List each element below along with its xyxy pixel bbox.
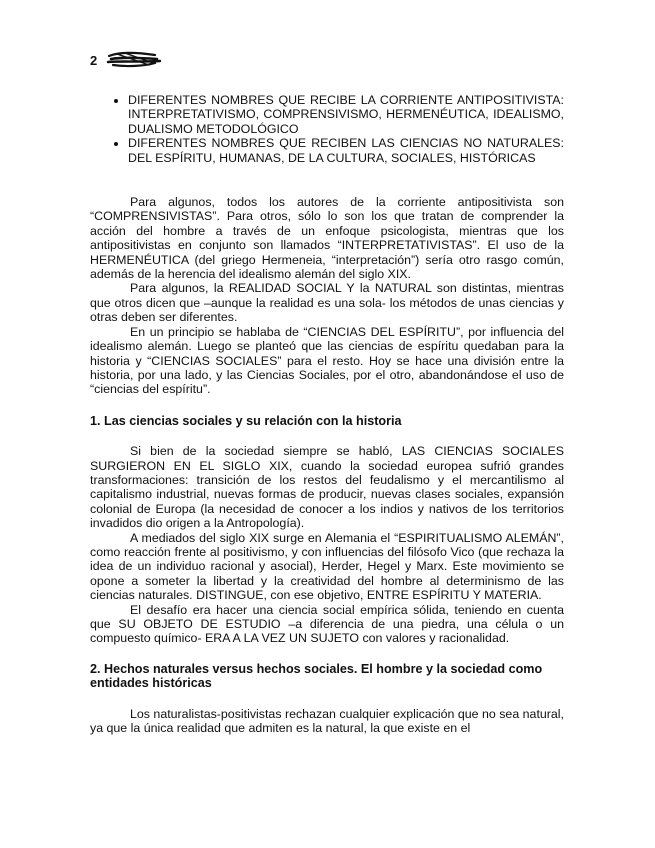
bullet-list — [90, 93, 564, 165]
paragraph: A mediados del siglo XIX surge en Alemania el “ESPIRITUALISMO ALEMÁN”, como reacción frente al positivismo, y con influencias del filósofo Vico (que rechaza la idea de un individuo racional y asocial), Herder, Hegel y Marx. Este movimiento se opone a someter la libertad y la creatividad del hombre al determinismo de las ciencias naturales. DISTINGUE, con ese objetivo, ENTRE ESPÍRITU Y MATERIA. — [90, 530, 564, 603]
paragraph: Los naturalistas-positivistas rechazan cualquier explicación que no sea natural, ya que la única realidad que admiten es la natural, la que existe en el — [90, 706, 564, 736]
paragraph: Si bien de la sociedad siempre se habló, LAS CIENCIAS SOCIALES SURGIERON EN EL SIGLO XIX, cuando la sociedad europea sufrió grandes transformaciones: transición de los restos del feudalismo y el mercantilismo al capitalismo industrial, nuevas formas de producir, nuevas clases sociales, expansión colonial de Europa (la necesidad de conocer a los indios y nativos de los territorios invadidos dio origen a la Antropología). — [90, 444, 564, 531]
paragraph: Para algunos, la REALIDAD SOCIAL Y la NATURAL son distintas, mientras que otros dicen que –aunque la realidad es una sola- los métodos de unas ciencias y otras deben ser diferentes. — [90, 281, 564, 325]
paragraph: En un principio se hablaba de “CIENCIAS DEL ESPÍRITU”, por influencia del idealismo alemán. Luego se planteó que las ciencias de espíritu quedaban para la historia y “CIENCIAS SOCIALES” para el resto. Hoy se hace una división entre la historia, por una lado, y las Ciencias Sociales, por el otro, abandonándose el uso de “ciencias del espíritu”. — [90, 324, 564, 397]
section-heading: 1. Las ciencias sociales y su relación con la historia — [90, 413, 402, 428]
document-body — [90, 93, 564, 735]
page-header — [90, 50, 163, 70]
scribble-mark-icon — [105, 50, 163, 70]
paragraph: El desafío era hacer una ciencia social empírica sólida, teniendo en cuenta que SU OBJETO DE ESTUDIO –a diferencia de una piedra, una célula o un compuesto químico- ERA A LA VEZ UN SUJETO con valores y racionalidad. — [90, 602, 564, 646]
section-heading: 2. Hechos naturales versus hechos sociales. El hombre y la sociedad como entidades históricas — [90, 661, 543, 691]
list-item: • DIFERENTES NOMBRES QUE RECIBE LA CORRIENTE ANTIPOSITIVISTA: INTERPRETATIVISMO, COMPRENSIVISMO, HERMENÉUTICA, IDEALISMO, DUALISMO METODOLÓGICO — [128, 93, 564, 136]
page-number: 2 — [90, 52, 98, 68]
list-item: • DIFERENTES NOMBRES QUE RECIBEN LAS CIENCIAS NO NATURALES: DEL ESPÍRITU, HUMANAS, DE LA CULTURA, SOCIALES, HISTÓRICAS — [128, 136, 564, 165]
paragraph: Para algunos, todos los autores de la corriente antipositivista son “COMPRENSIVISTAS”. Para otros, sólo lo son los que tratan de comprender la acción del hombre a través de un enfoque psicologista, mientras que los antipositivistas en conjunto son llamados “INTERPRETATIVISTAS”. El uso de la HERMENÉUTICA (del griego Hermeneia, “interpretación”) sería otro rasgo común, además de la herencia del idealismo alemán del siglo XIX. — [90, 195, 564, 282]
